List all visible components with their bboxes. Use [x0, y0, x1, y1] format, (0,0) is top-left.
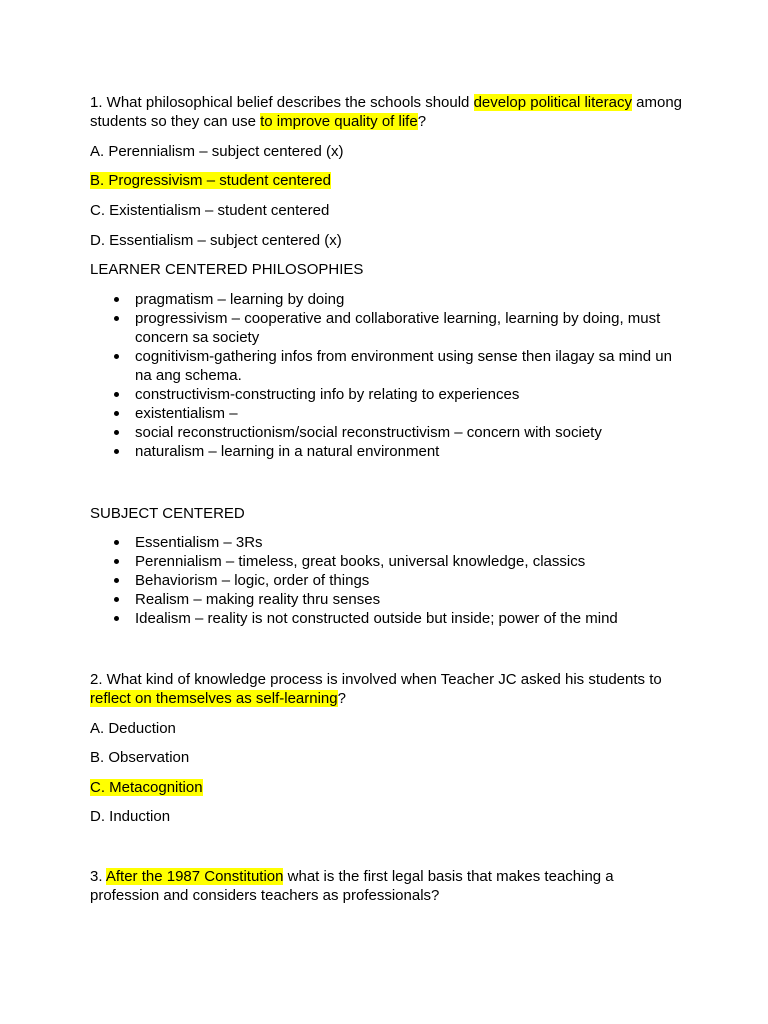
highlight-reflect-on-themselves: reflect on themselves as self-learning: [90, 690, 338, 707]
list-item: Realism – making reality thru senses: [90, 590, 690, 609]
q1-option-b: [90, 171, 690, 190]
subject-centered-heading: SUBJECT CENTERED: [90, 505, 245, 522]
list-item: progressivism – cooperative and collaborative learning, learning by doing, must concern sa society: [90, 309, 690, 347]
q1-option-c: C. Existentialism – student centered: [90, 202, 330, 219]
learner-centered-heading: LEARNER CENTERED PHILOSOPHIES: [90, 261, 364, 278]
subject-centered-list: [90, 533, 690, 628]
list-item: existentialism –: [90, 404, 690, 423]
list-item: naturalism – learning in a natural environment: [90, 442, 690, 461]
list-item: pragmatism – learning by doing: [90, 290, 690, 309]
list-item: Perennialism – timeless, great books, universal knowledge, classics: [90, 552, 690, 571]
q2-option-a: A. Deduction: [90, 720, 176, 737]
list-item: cognitivism-gathering infos from environment using sense then ilagay sa mind un na ang schema.: [90, 347, 690, 385]
question-1-text: 1. What philosophical belief describes the schools should develop political literacy among students so they can use to improve quality of life?: [90, 94, 683, 130]
question-3-text: 3. After the 1987 Constitution what is the first legal basis that makes teaching a profession and considers teachers as professionals?: [90, 868, 614, 904]
q2-option-b: B. Observation: [90, 749, 190, 766]
q2-answer-highlight: C. Metacognition: [90, 779, 203, 796]
q1-option-d: D. Essentialism – subject centered (x): [90, 232, 342, 249]
list-item: Essentialism – 3Rs: [90, 533, 690, 552]
question-1-number: 1.: [90, 94, 103, 111]
q1-option-a: A. Perennialism – subject centered (x): [90, 143, 344, 160]
highlight-after-1987-constitution: After the 1987 Constitution: [105, 868, 284, 885]
q2-option-c: [90, 778, 690, 797]
list-item: Behaviorism – logic, order of things: [90, 571, 690, 590]
question-3-number: 3.: [90, 868, 103, 885]
highlight-develop-political-literacy: develop political literacy: [473, 94, 632, 111]
list-item: constructivism-constructing info by relating to experiences: [90, 385, 690, 404]
list-item: social reconstructionism/social reconstructivism – concern with society: [90, 423, 690, 442]
highlight-improve-quality-of-life: to improve quality of life: [260, 113, 418, 130]
learner-centered-list: [90, 290, 690, 461]
list-item: Idealism – reality is not constructed outside but inside; power of the mind: [90, 609, 690, 628]
q2-option-d: D. Induction: [90, 808, 171, 825]
q1-answer-highlight: B. Progressivism – student centered: [90, 172, 331, 189]
question-2-text: 2. What kind of knowledge process is involved when Teacher JC asked his students to reflect on themselves as self-learning?: [90, 671, 662, 707]
